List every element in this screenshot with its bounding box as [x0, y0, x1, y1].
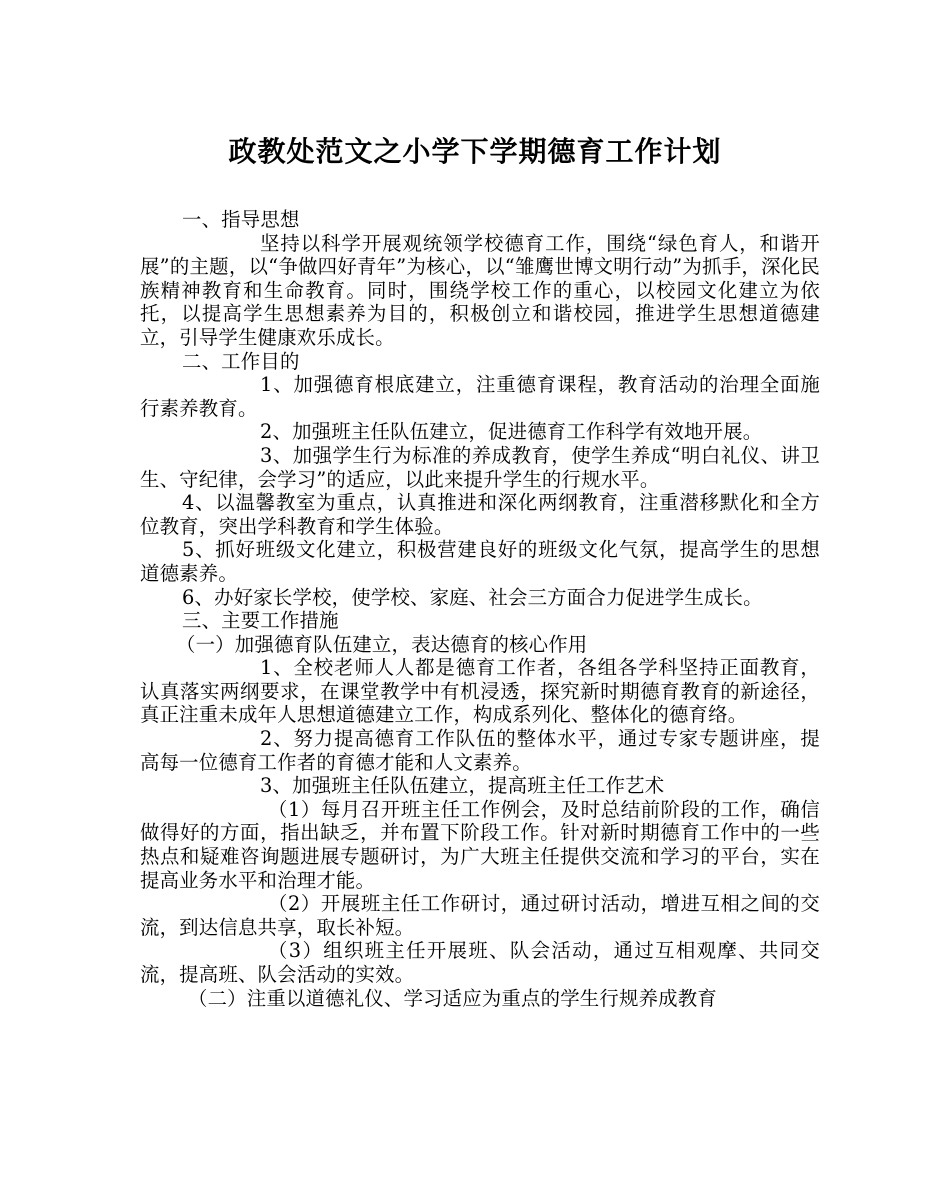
- paragraph: （2）开展班主任工作研讨，通过研讨活动，增进互相之间的交流，到达信息共享，取长补短。: [140, 892, 820, 939]
- paragraph: 坚持以科学开展观统领学校德育工作，围绕“绿色育人，和谐开展”的主题，以“争做四好青年”为核心，以“雏鹰世博文明行动”为抓手，深化民族精神教育和生命教育。同时，围绕学校工作的重心，以校园文化建立为依托，以提高学生思想素养为目的，积极创立和谐校园，推进学生思想道德建立，引导学生健康欢乐成长。: [140, 231, 820, 349]
- paragraph: 一、指导思想: [182, 208, 300, 231]
- paragraph: 4、以温馨教室为重点，认真推进和深化两纲教育，注重潜移默化和全方位教育，突出学科教育和学生体验。: [140, 491, 820, 538]
- paragraph: 二、工作目的: [182, 349, 300, 373]
- paragraph: （3）组织班主任开展班、队会活动，通过互相观摩、共同交流，提高班、队会活动的实效。: [140, 939, 820, 986]
- paragraph: （1）每月召开班主任工作例会，及时总结前阶段的工作，确信做得好的方面，指出缺乏，并布置下阶段工作。针对新时期德育工作中的一些热点和疑难咨询题进展专题研讨，为广大班主任提供交流和学习的平台，实在提高业务水平和治理才能。: [140, 797, 820, 892]
- paragraph: 3、加强班主任队伍建立，提高班主任工作艺术: [260, 774, 665, 798]
- paragraph: 1、全校老师人人都是德育工作者，各组各学科坚持正面教育，认真落实两纲要求，在课堂教学中有机浸透，探究新时期德育教育的新途径，真正注重未成年人思想道德建立工作，构成系列化、整体化的德育络。: [140, 656, 820, 727]
- paragraph: （一）加强德育队伍建立，表达德育的核心作用: [176, 632, 588, 656]
- paragraph: 三、主要工作措施: [182, 609, 339, 633]
- document-title: 政教处范文之小学下学期德育工作计划: [228, 135, 722, 168]
- paragraph: 6、办好家长学校，使学校、家庭、社会三方面合力促进学生成长。: [182, 585, 763, 609]
- paragraph: 1、加强德育根底建立，注重德育课程，教育活动的治理全面施行素养教育。: [140, 373, 820, 420]
- paragraph: 5、抓好班级文化建立，积极营建良好的班级文化气氛，提高学生的思想道德素养。: [140, 538, 820, 585]
- paragraph: 2、加强班主任队伍建立，促进德育工作科学有效地开展。: [260, 420, 763, 444]
- paragraph: 2、努力提高德育工作队伍的整体水平，通过专家专题讲座，提高每一位德育工作者的育德才能和人文素养。: [140, 727, 820, 774]
- document-body: [140, 208, 820, 1010]
- paragraph: （二）注重以道德礼仪、学习适应为重点的学生行规养成教育: [188, 986, 717, 1010]
- paragraph: 3、加强学生行为标准的养成教育，使学生养成“明白礼仪、讲卫生、守纪律，会学习”的适应，以此来提升学生的行规水平。: [140, 443, 820, 491]
